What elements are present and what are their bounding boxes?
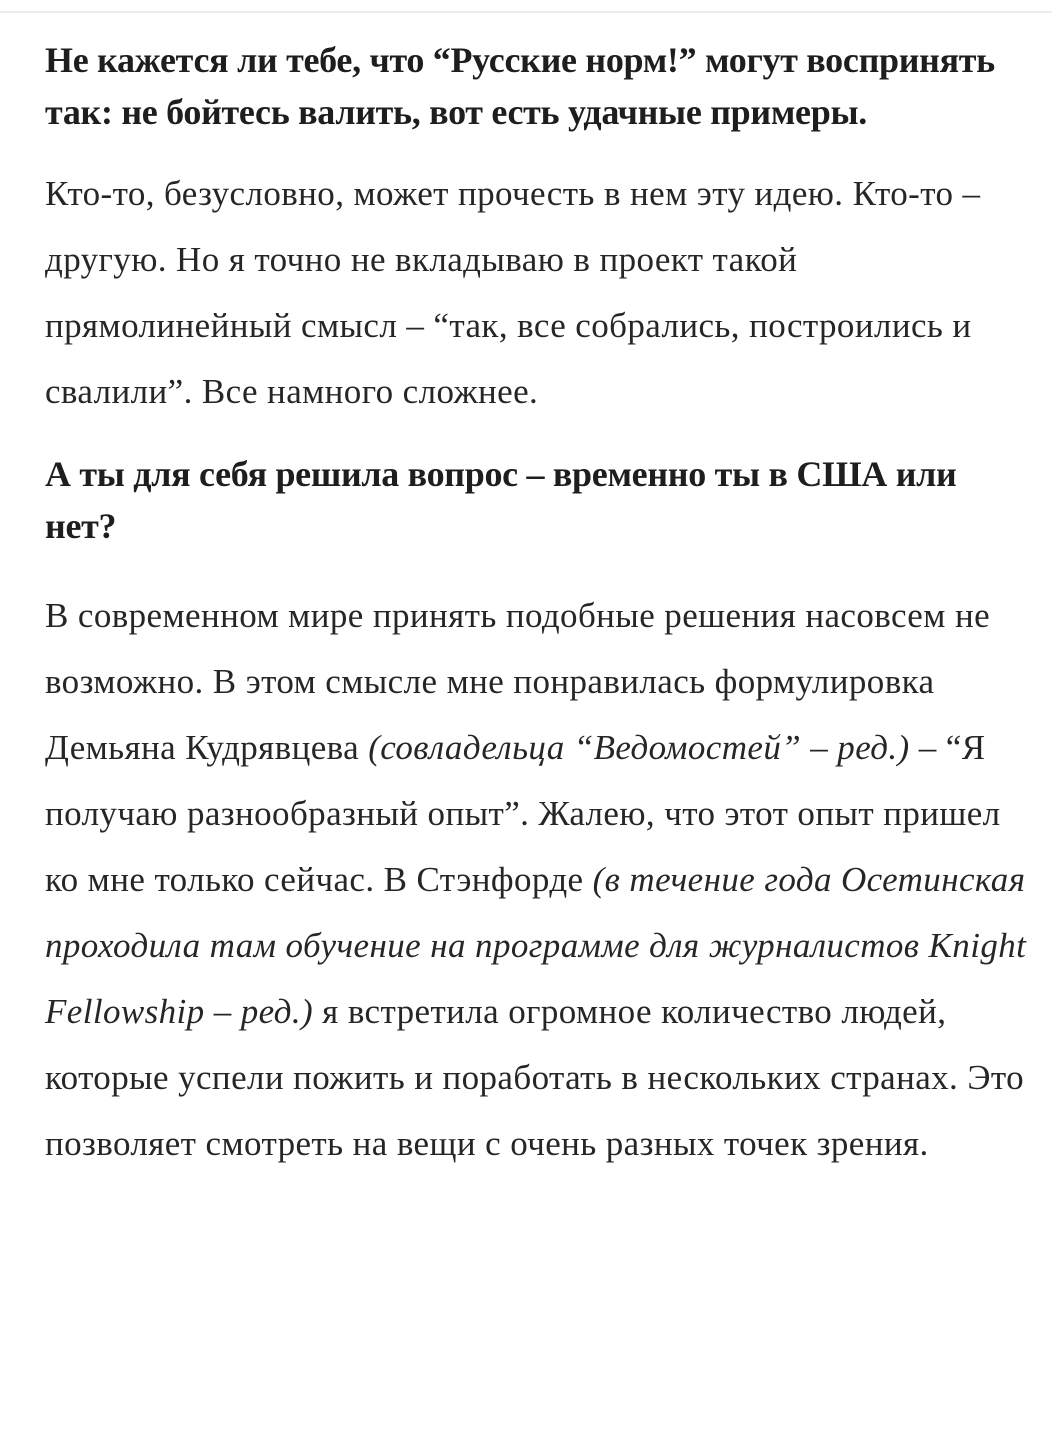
interview-answer <box>45 583 1035 1177</box>
answer-text: я встретила огромное количество людей, которые успели пожить и поработать в нескольких странах. Это позволяет смотреть на вещи с очень разных точек зрения. <box>45 992 1024 1163</box>
editor-note: (в течение года Осетинская проходила там обучение на программе для журналистов Knight Fellowship – ред.) <box>45 860 1027 1031</box>
top-divider <box>0 11 1052 13</box>
editor-note: (совладельца “Ведомостей” – ред.) <box>368 728 910 767</box>
interview-question: Не кажется ли тебе, что “Русские норм!” могут воспринять так: не бойтесь валить, вот есть удачные примеры. <box>45 40 995 132</box>
interview-question: А ты для себя решила вопрос – временно ты в США или нет? <box>45 454 957 546</box>
interview-answer <box>45 161 1035 425</box>
answer-text: Кто-то, безусловно, может прочесть в нем эту идею. Кто-то – другую. Но я точно не вкладываю в проект такой прямолинейный смысл – “так, все собрались, построились и свалили”. Все намного сложнее. <box>45 174 981 411</box>
answer-text: – “Я получаю разнообразный опыт”. Жалею, что этот опыт пришел ко мне только сейчас. В Стэнфорде <box>45 728 1001 899</box>
answer-text: В современном мире принять подобные решения насовсем не возможно. В этом смысле мне понравилась формулировка Демьяна Кудрявцева <box>45 596 991 767</box>
interview-article <box>45 34 1035 1177</box>
